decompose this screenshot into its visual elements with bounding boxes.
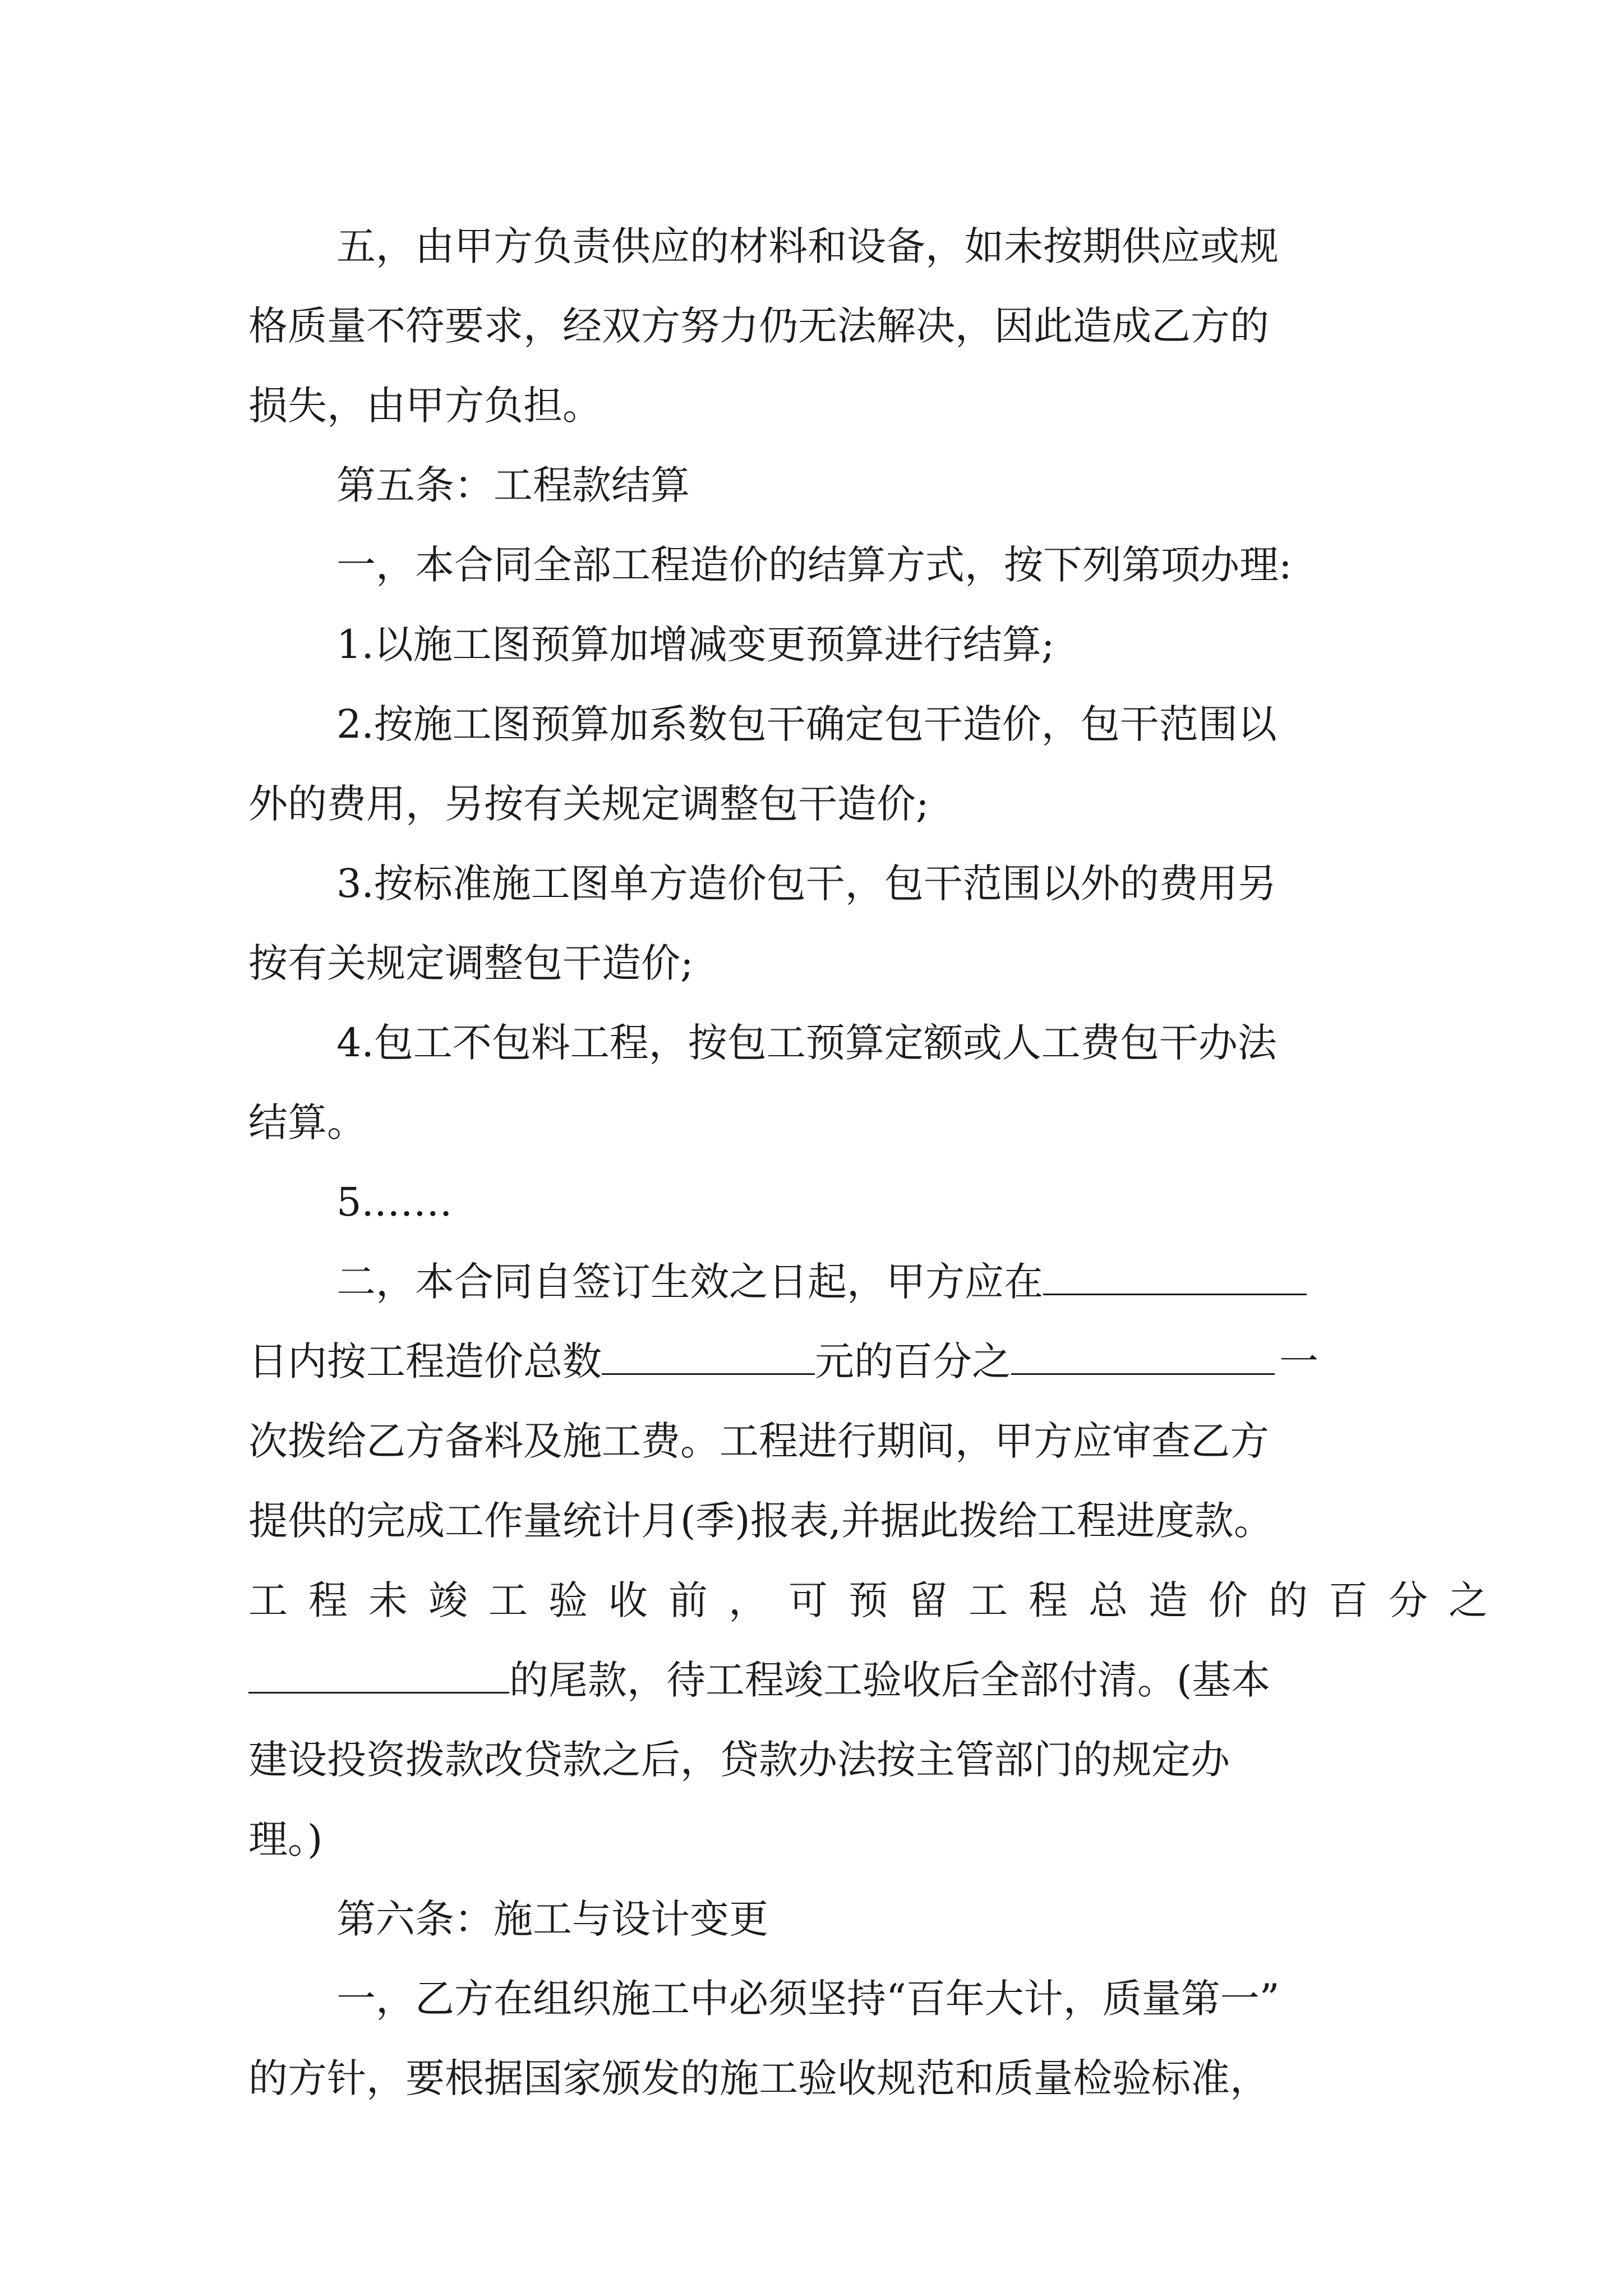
paragraph-line: 结算。 [248,1099,366,1145]
list-item: 5.…… [336,1179,453,1225]
article-heading: 第六条：施工与设计变更 [336,1896,768,1942]
list-item: 1.以施工图预算加增减变更预算进行结算; [336,622,1055,668]
fill-in-blank-days [1043,1261,1307,1295]
paragraph-text: 的尾款，待工程竣工验收后全部付清。(基本 [509,1657,1271,1703]
paragraph-line: 格质量不符要求，经双方努力仍无法解决，因此造成乙方的 [248,303,1269,349]
paragraph-line: 按有关规定调整包干造价; [248,940,694,986]
paragraph-text: 一 [1279,1338,1318,1384]
paragraph-line: 五，由甲方负责供应的材料和设备，如未按期供应或规 [336,223,1279,269]
list-item: 4.包工不包料工程，按包工预算定额或人工费包干办法 [336,1020,1277,1066]
paragraph-text: 二，本合同自签订生效之日起，甲方应在 [336,1259,1043,1305]
paragraph-line: 理。) [248,1816,323,1862]
paragraph-line [248,1640,1387,1720]
paragraph-line: 提供的完成工作量统计月(季)报表,并据此拨给工程进度款。 [248,1498,1273,1544]
article-heading: 第五条：工程款结算 [336,462,690,508]
paragraph-text: 日内按工程造价总数 [248,1338,602,1384]
list-item: 3.按标准施工图单方造价包干，包干范围以外的费用另 [336,861,1277,907]
paragraph-line: 建设投资拨款改贷款之后，贷款办法按主管部门的规定办 [248,1737,1230,1783]
list-item: 2.按施工图预算加系数包干确定包干造价，包干范围以 [336,701,1277,747]
paragraph-line: 一，乙方在组织施工中必须坚持“百年大计，质量第一” [336,1976,1280,2022]
paragraph-line: 的方针，要根据国家颁发的施工验收规范和质量检验标准， [248,2055,1269,2101]
fill-in-blank-retention [248,1659,509,1694]
paragraph-text: 元的百分之 [815,1338,1011,1384]
contract-text [248,206,1509,2118]
paragraph-line [248,1242,1387,1322]
paragraph-line: 损失，由甲方负担。 [248,383,602,429]
paragraph-line: 一，本合同全部工程造价的结算方式，按下列第项办理: [336,542,1292,588]
paragraph-line [248,1322,1387,1401]
paragraph-line: 外的费用，另按有关规定调整包干造价; [248,781,929,827]
fill-in-blank-percent [1011,1341,1275,1375]
paragraph-line: 工程未竣工验收前，可预留工程总造价的百分之 [248,1577,1509,1623]
fill-in-blank-amount [602,1341,815,1375]
paragraph-line: 次拨给乙方备料及施工费。工程进行期间，甲方应审查乙方 [248,1418,1269,1464]
